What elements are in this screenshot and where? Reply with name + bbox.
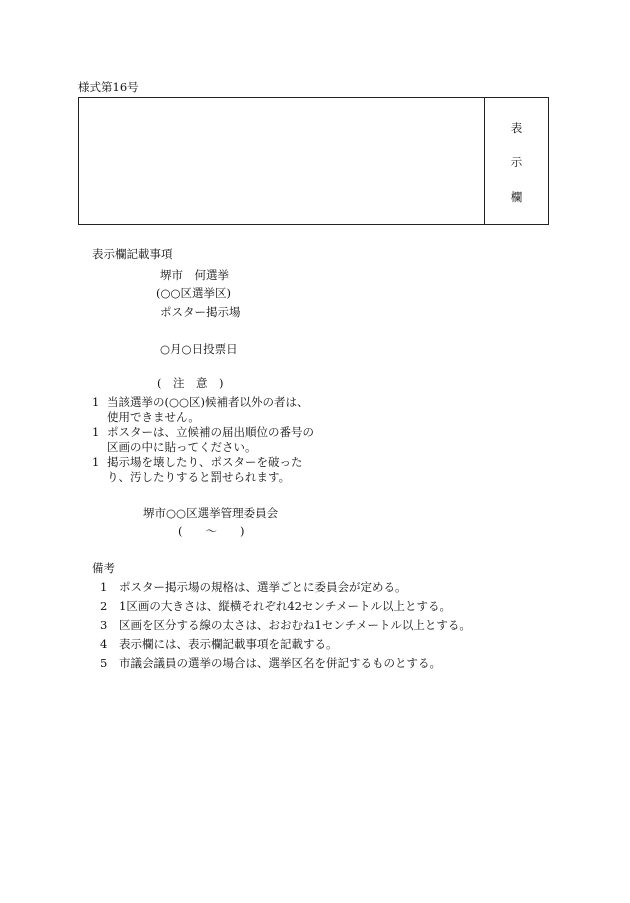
display-column xyxy=(484,98,548,224)
caution-text: 使用できません。 xyxy=(107,410,200,424)
caution-text: ポスターは、立候補の届出順位の番号の xyxy=(107,425,314,439)
note-text: 市議会議員の選挙の場合は、選挙区名を併記するものとする。 xyxy=(119,656,441,670)
notes-heading: 備考 xyxy=(92,561,115,575)
vote-date: ○月○日投票日 xyxy=(160,342,238,356)
note-number: 3 xyxy=(100,618,108,632)
district-name: (○○区選挙区) xyxy=(156,286,232,300)
caution-text: り、汚したりすると罰せられます。 xyxy=(107,470,291,484)
display-column-char: 欄 xyxy=(510,190,523,204)
note-text: 1区画の大きさは、縦横それぞれ42センチメートル以上とする。 xyxy=(119,599,451,613)
note-text: ポスター掲示場の規格は、選挙ごとに委員会が定める。 xyxy=(119,580,407,594)
caution-number: 1 xyxy=(92,395,100,409)
caution-text: 区画の中に貼ってください。 xyxy=(107,440,257,454)
note-number: 2 xyxy=(100,599,108,613)
committee-contact: ( ～ ) xyxy=(178,524,245,538)
note-text: 表示欄には、表示欄記載事項を記載する。 xyxy=(119,637,338,651)
display-box xyxy=(78,97,549,225)
note-text: 区画を区分する線の太さは、おおむね1センチメートル以上とする。 xyxy=(119,618,471,632)
form-number: 様式第16号 xyxy=(78,80,139,94)
committee-name: 堺市○○区選挙管理委員会 xyxy=(143,506,279,520)
caution-number: 1 xyxy=(92,425,100,439)
caution-text: 当該選挙の(○○区)候補者以外の者は、 xyxy=(107,395,309,409)
board-label: ポスター掲示場 xyxy=(160,305,241,319)
note-number: 5 xyxy=(100,656,108,670)
note-number: 4 xyxy=(100,637,108,651)
note-number: 1 xyxy=(100,580,108,594)
display-column-char: 表 xyxy=(510,121,523,135)
display-column-char: 示 xyxy=(510,155,523,169)
content-heading: 表示欄記載事項 xyxy=(92,247,173,261)
caution-number: 1 xyxy=(92,455,100,469)
caution-text: 掲示場を壊したり、ポスターを破った xyxy=(107,455,303,469)
caution-title: ( 注 意 ) xyxy=(157,376,224,390)
election-name: 堺市 何選挙 xyxy=(160,268,229,282)
